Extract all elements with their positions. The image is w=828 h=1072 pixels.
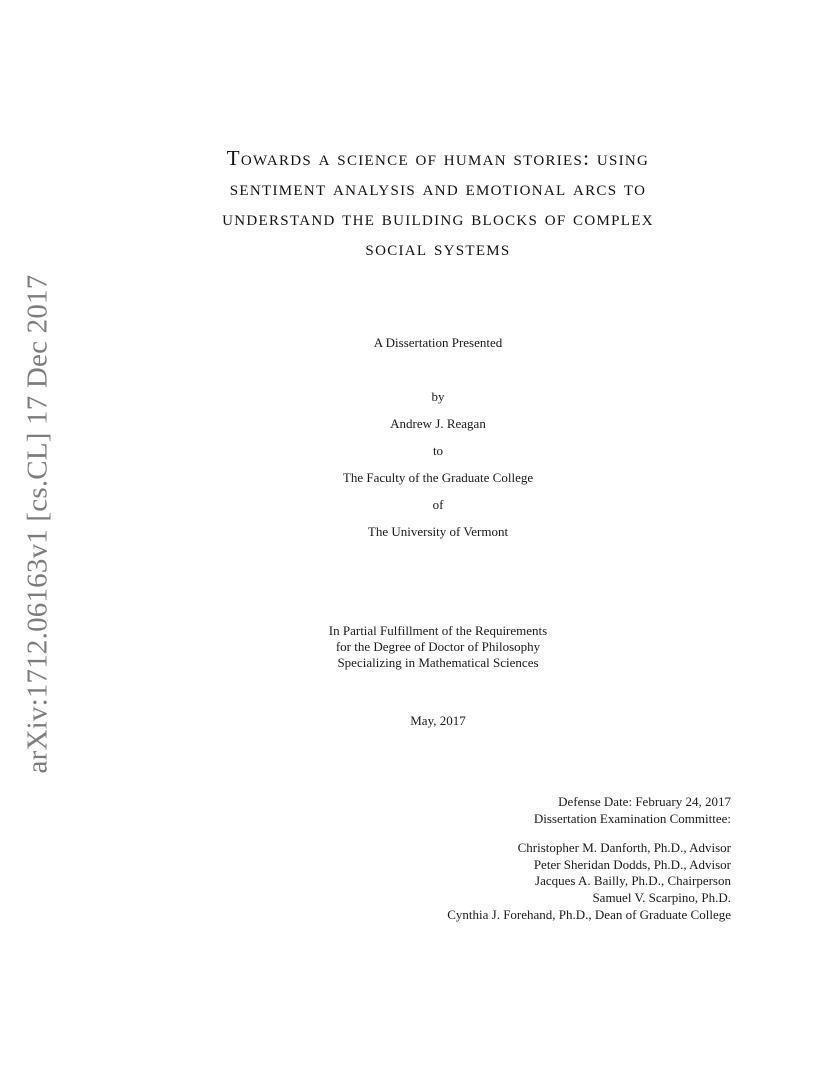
title-line: sentiment analysis and emotional arcs to [229,176,647,200]
dissertation-title [170,143,706,263]
presented-line: A Dissertation Presented [373,335,503,350]
of-line: of [432,497,444,512]
title-line: Towards a science of human stories: using [226,146,650,170]
fulfillment-line: In Partial Fulfillment of the Requirements [328,623,548,638]
title-line: social systems [365,236,511,260]
fulfillment-statement [238,623,638,671]
fulfillment-line: for the Degree of Doctor of Philosophy [335,639,541,654]
committee-member: Samuel V. Scarpino, Ph.D. [592,890,731,906]
author-name: Andrew J. Reagan [390,416,486,431]
title-line: understand the building blocks of complex [222,206,654,230]
committee-member: Christopher M. Danforth, Ph.D., Advisor [517,840,731,855]
university-line: The University of Vermont [367,524,509,539]
submission-date: May, 2017 [410,713,466,728]
committee-heading: Dissertation Examination Committee: [533,810,731,826]
defense-date: Defense Date: February 24, 2017 [558,794,731,809]
committee-list [447,840,731,924]
committee-member: Peter Sheridan Dodds, Ph.D., Advisor [533,856,731,872]
by-line: by [431,389,445,404]
arxiv-stamp: arXiv:1712.06163v1 [cs.CL] 17 Dec 2017 [21,274,54,774]
to-line: to [432,443,444,458]
fulfillment-line: Specializing in Mathematical Sciences [337,655,539,670]
committee-member: Jacques A. Bailly, Ph.D., Chairperson [535,873,731,889]
committee-member: Cynthia J. Forehand, Ph.D., Dean of Graduate College [447,906,731,922]
defense-block [534,794,731,827]
faculty-line: The Faculty of the Graduate College [342,470,534,485]
